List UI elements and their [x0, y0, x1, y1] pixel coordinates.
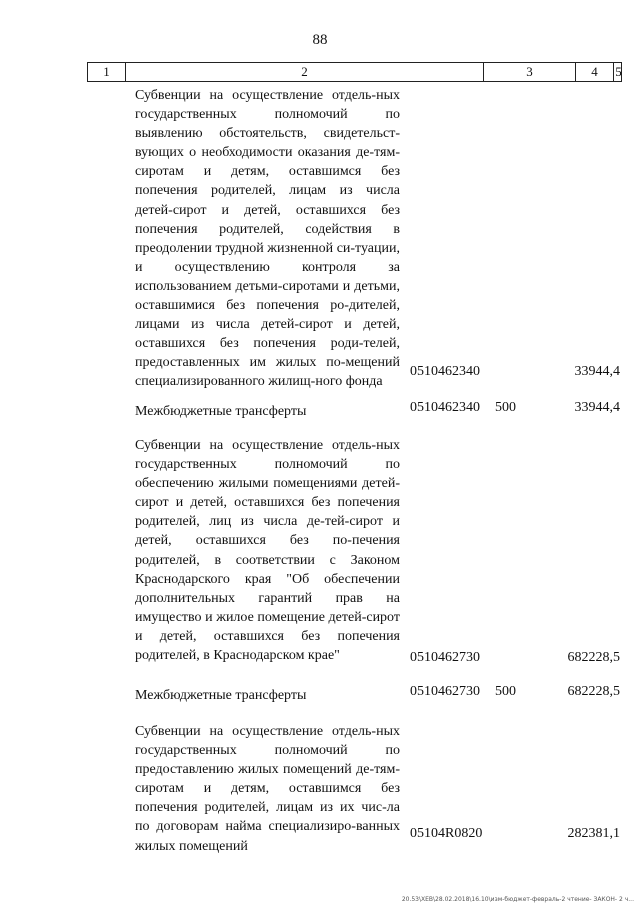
row-amount: 682228,5	[567, 650, 620, 665]
row-code: 0510462730	[410, 684, 480, 699]
row-description: Межбюджетные трансферты	[135, 688, 307, 703]
row-code: 05104R0820	[410, 826, 483, 841]
document-footer: 20.53\ХЕВ\28.02.2018\16.10\изм-бюджет-февраль-2 чтение- ЗАКОН- 2 ч...	[401, 896, 634, 903]
header-col-3: 3	[483, 63, 575, 81]
row-amount: 33944,4	[574, 400, 620, 415]
page-number: 88	[312, 32, 328, 48]
row-description: Субвенции на осуществление отдель-ных государственных полномочий по предоставлению жилых помещений де-тям-сиротам и детям, оставшимся без попечения родителей, лицам из их чис-ла по договорам найма специализиро-ванных жилых помещений	[135, 724, 400, 854]
row-expense-type: 500	[495, 684, 516, 699]
row-description: Субвенции на осуществление отдель-ных государственных полномочий по выявлению обстоятельств, свидетельст-вующих о необходимости оказания де-тям-сиротам и детям, оставшимся без попечения родителей, лицам из числа детей-сирот и детей, оставшихся без попечения родителей, содействия в преодолении трудной жизненной си-туации, и осуществлению контроля за использованием детьми-сиротами и детьми, оставшимися без попечения ро-дителей, лицами из числа детей-сирот и детей, оставшихся без попечения роди-телей, предоставленных им жилых по-мещений специализированного жилищ-ного фонда	[135, 88, 400, 390]
header-col-2: 2	[125, 63, 483, 81]
row-code: 0510462730	[410, 650, 480, 665]
row-code: 0510462340	[410, 400, 480, 415]
header-col-1: 1	[103, 64, 110, 79]
table-header	[87, 62, 622, 82]
row-expense-type: 500	[495, 400, 516, 415]
header-col-5: 5	[613, 63, 623, 81]
row-code: 0510462340	[410, 364, 480, 379]
row-amount: 282381,1	[567, 826, 620, 841]
row-description: Субвенции на осуществление отдель-ных государственных полномочий по обеспечению жилыми помещениями детей-сирот и детей, оставшихся без попечения родителей, лиц из числа де-тей-сирот и детей, оставшихся без по-печения родителей, в соответствии с Законом Краснодарского края "Об обеспечении дополнительных гарантий прав на имущество и жилое помещение детей-сирот и детей, оставшихся без попечения родителей, в Краснодарском крае"	[135, 438, 400, 664]
row-description: Межбюджетные трансферты	[135, 404, 307, 419]
row-amount: 33944,4	[574, 364, 620, 379]
row-amount: 682228,5	[567, 684, 620, 699]
header-col-4: 4	[575, 63, 613, 81]
